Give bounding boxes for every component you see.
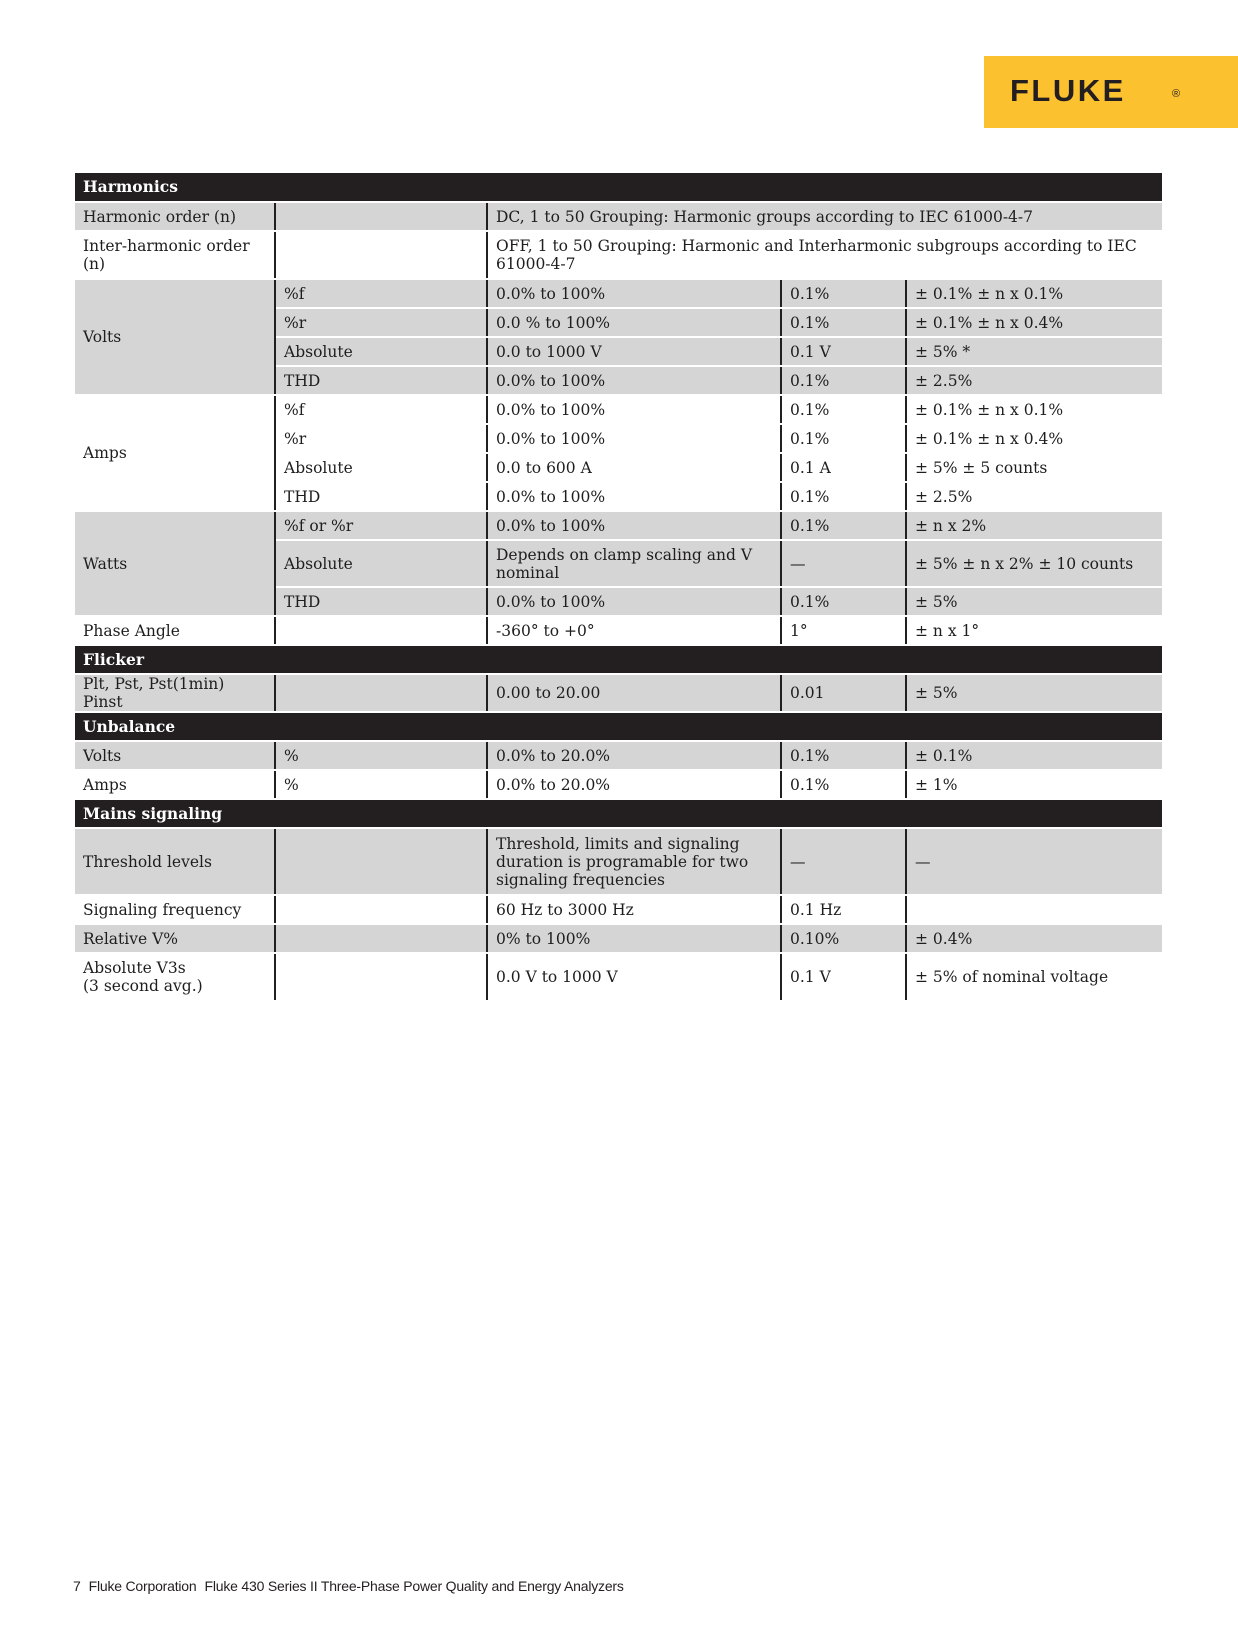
group-label-watts: Watts [75, 511, 275, 616]
page-footer [73, 1578, 632, 1594]
param-cell: Absolute [275, 337, 487, 366]
param-cell [275, 231, 487, 279]
accuracy-cell: ± 0.1% ± n x 0.1% [906, 395, 1162, 424]
resolution-cell: 0.1% [781, 770, 906, 799]
accuracy-cell: ± 5% [906, 587, 1162, 616]
range-cell: 0.0% to 20.0% [487, 741, 781, 770]
range-cell: 0.0% to 20.0% [487, 770, 781, 799]
footer-title: Fluke 430 Series II Three-Phase Power Quality and Energy Analyzers [204, 1578, 624, 1594]
param-cell: %f or %r [275, 511, 487, 540]
param-cell: THD [275, 366, 487, 395]
accuracy-cell: ± n x 1° [906, 616, 1162, 645]
param-cell: %r [275, 308, 487, 337]
resolution-cell: 0.1% [781, 395, 906, 424]
param-cell: THD [275, 482, 487, 511]
section-header [75, 645, 1162, 674]
table-row [75, 828, 1162, 895]
section-title-flicker: Flicker [75, 645, 1162, 674]
table-row [75, 895, 1162, 924]
param-cell: %r [275, 424, 487, 453]
section-header [75, 712, 1162, 741]
row-label: Inter-harmonic order (n) [75, 231, 275, 279]
param-cell: THD [275, 587, 487, 616]
range-cell: 0.0% to 100% [487, 395, 781, 424]
row-label: Signaling frequency [75, 895, 275, 924]
range-cell: 0.00 to 20.00 [487, 674, 781, 712]
section-title-mains-signaling: Mains signaling [75, 799, 1162, 828]
range-cell: 0.0% to 100% [487, 511, 781, 540]
resolution-cell: — [781, 540, 906, 587]
param-cell: % [275, 741, 487, 770]
accuracy-cell: ± 1% [906, 770, 1162, 799]
table-row [75, 279, 1162, 308]
range-cell: 60 Hz to 3000 Hz [487, 895, 781, 924]
param-cell: %f [275, 279, 487, 308]
resolution-cell: 0.1% [781, 279, 906, 308]
resolution-cell: 0.1% [781, 741, 906, 770]
range-cell: 0.0 to 1000 V [487, 337, 781, 366]
row-label: Phase Angle [75, 616, 275, 645]
accuracy-cell: ± 5% ± n x 2% ± 10 counts [906, 540, 1162, 587]
param-cell [275, 953, 487, 1001]
range-cell: Depends on clamp scaling and V nominal [487, 540, 781, 587]
range-cell: 0.0 % to 100% [487, 308, 781, 337]
table-row [75, 924, 1162, 953]
resolution-cell: 0.1% [781, 511, 906, 540]
resolution-cell: 0.1% [781, 482, 906, 511]
resolution-cell: — [781, 828, 906, 895]
param-cell: %f [275, 395, 487, 424]
group-label-amps: Amps [75, 395, 275, 511]
specifications-table [75, 173, 1162, 1002]
range-cell: 0.0% to 100% [487, 587, 781, 616]
resolution-cell: 1° [781, 616, 906, 645]
brand-logo [984, 56, 1238, 128]
resolution-cell: 0.1 Hz [781, 895, 906, 924]
param-cell: Absolute [275, 540, 487, 587]
table-row [75, 231, 1162, 279]
param-cell: Absolute [275, 453, 487, 482]
accuracy-cell: ± 5% ± 5 counts [906, 453, 1162, 482]
accuracy-cell: ± n x 2% [906, 511, 1162, 540]
table-row [75, 770, 1162, 799]
resolution-cell: 0.10% [781, 924, 906, 953]
table-row [75, 616, 1162, 645]
range-cell: 0% to 100% [487, 924, 781, 953]
table-row [75, 395, 1162, 424]
table-row [75, 953, 1162, 1001]
accuracy-cell: ± 5% of nominal voltage [906, 953, 1162, 1001]
param-cell: % [275, 770, 487, 799]
section-title-unbalance: Unbalance [75, 712, 1162, 741]
row-label: Relative V% [75, 924, 275, 953]
accuracy-cell: ± 0.4% [906, 924, 1162, 953]
table-row [75, 202, 1162, 231]
row-label [75, 953, 275, 1001]
resolution-cell: 0.1 V [781, 337, 906, 366]
range-cell: 0.0 V to 1000 V [487, 953, 781, 1001]
row-label: Plt, Pst, Pst(1min) Pinst [75, 674, 275, 712]
row-label: Harmonic order (n) [75, 202, 275, 231]
range-cell: -360° to +0° [487, 616, 781, 645]
range-cell: OFF, 1 to 50 Grouping: Harmonic and Interharmonic subgroups according to IEC 61000-4-7 [487, 231, 1162, 279]
group-label-volts: Volts [75, 279, 275, 395]
param-cell [275, 895, 487, 924]
range-cell: 0.0% to 100% [487, 279, 781, 308]
row-label: Amps [75, 770, 275, 799]
resolution-cell: 0.1% [781, 424, 906, 453]
brand-name: FLUKE [1010, 73, 1126, 108]
accuracy-cell: ± 0.1% ± n x 0.4% [906, 424, 1162, 453]
range-cell: Threshold, limits and signaling duration is programable for two signaling frequencies [487, 828, 781, 895]
row-label-line: Absolute V3s [83, 959, 186, 977]
range-cell: 0.0% to 100% [487, 482, 781, 511]
table-row [75, 511, 1162, 540]
section-header [75, 173, 1162, 202]
param-cell [275, 616, 487, 645]
param-cell [275, 202, 487, 231]
accuracy-cell: ± 0.1% [906, 741, 1162, 770]
footer-company: Fluke Corporation [88, 1578, 197, 1594]
section-title-harmonics: Harmonics [75, 173, 1162, 202]
resolution-cell: 0.1% [781, 587, 906, 616]
accuracy-cell: ± 0.1% ± n x 0.1% [906, 279, 1162, 308]
resolution-cell: 0.01 [781, 674, 906, 712]
table-row [75, 674, 1162, 712]
page-number: 7 [73, 1578, 81, 1594]
accuracy-cell: ± 2.5% [906, 366, 1162, 395]
section-header [75, 799, 1162, 828]
resolution-cell: 0.1% [781, 366, 906, 395]
range-cell: 0.0% to 100% [487, 424, 781, 453]
accuracy-cell: ± 0.1% ± n x 0.4% [906, 308, 1162, 337]
resolution-cell: 0.1 A [781, 453, 906, 482]
resolution-cell: 0.1% [781, 308, 906, 337]
param-cell [275, 674, 487, 712]
resolution-cell: 0.1 V [781, 953, 906, 1001]
table-row [75, 741, 1162, 770]
range-cell: DC, 1 to 50 Grouping: Harmonic groups according to IEC 61000-4-7 [487, 202, 1162, 231]
row-label: Volts [75, 741, 275, 770]
accuracy-cell: ± 5% * [906, 337, 1162, 366]
row-label-line: (3 second avg.) [83, 977, 203, 995]
accuracy-cell: — [906, 828, 1162, 895]
accuracy-cell: ± 2.5% [906, 482, 1162, 511]
accuracy-cell [906, 895, 1162, 924]
range-cell: 0.0 to 600 A [487, 453, 781, 482]
range-cell: 0.0% to 100% [487, 366, 781, 395]
param-cell [275, 828, 487, 895]
registered-mark: ® [1172, 88, 1181, 100]
row-label: Threshold levels [75, 828, 275, 895]
accuracy-cell: ± 5% [906, 674, 1162, 712]
param-cell [275, 924, 487, 953]
